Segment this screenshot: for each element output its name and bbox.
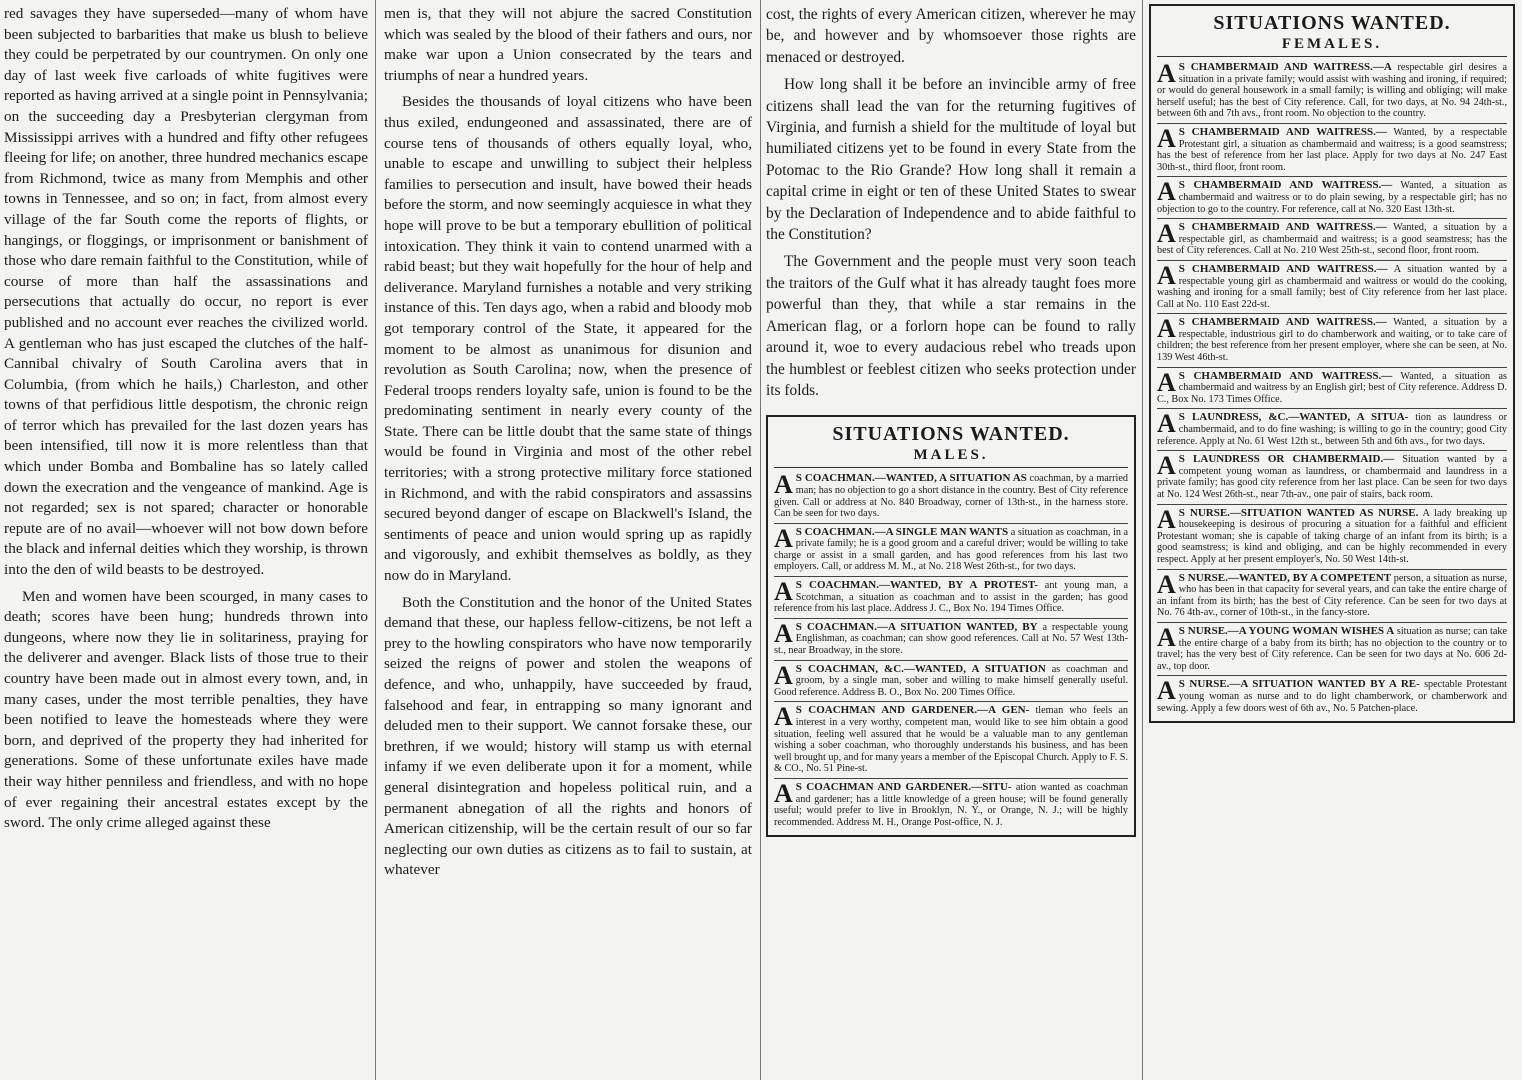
ad-dropcap: A <box>774 778 793 808</box>
paragraph: How long shall it be before an invincible army of free citizens shall lead the van for the returning fugitives of Virginia, and furnish a shield for the multitude of loyal but humiliated citizens yet to be found in every State from the Potomac to the Rio Grande? How long shall it remain a capital crime in eight or ten of these United States to swear by the Declaration of Independence and to abide faithful to the Constitution? <box>766 76 1136 244</box>
classified-ad <box>1157 367 1507 409</box>
classified-ad <box>1157 59 1507 123</box>
ad-dropcap: A <box>1157 314 1176 344</box>
paragraph: men is, that they will not abjure the sacred Constitution which was sealed by the blood of their fathers and ours, nor make war upon a Union consecrated by the tears and triumphs of near a hundred years. <box>384 5 752 84</box>
ad-body: situation as nurse; can take the entire charge of a baby from its birth; has no objection to the country or to travel; has the very best of City reference. Can be seen for two days at No. 606 2d-av., top door. <box>1157 625 1508 672</box>
ad-heading: S CHAMBERMAID AND WAITRESS.— <box>1178 179 1393 192</box>
ad-heading: S COACHMAN AND GARDENER.—A GEN- <box>795 704 1030 717</box>
classified-ad <box>774 701 1128 778</box>
ad-body: Wanted, a situation as chambermaid and waitress by an English girl; best of City reference. Address D. C., Box No. 173 Times Office. <box>1157 370 1507 405</box>
ad-dropcap: A <box>1157 123 1176 153</box>
ad-body: A lady breaking up housekeeping is desirous of procuring a situation for a faithful and efficient Protestant woman; she is capable of taking charge of an infant from its birth; is a good seamstress; is kind and obliging, and can be highly recommended in every respect. Apply at her present employer's, No. 50 West 14th-st. <box>1157 507 1508 565</box>
ad-heading: S CHAMBERMAID AND WAITRESS.— <box>1178 221 1387 234</box>
paragraph: Besides the thousands of loyal citizens who have been thus exiled, endungeoned and assassinated, there are of course tens of thousands of others equally loyal, who, unable to escape and unwilling to subject their helpless families to persecution and insult, have bowed their heads before the storm, and now seemingly acquiesce in what they hope will prove to be but a temporary ebullition of political intoxication. They think it vain to contend unarmed with a rabid beast; but they wait hopefully for the hour of help and deliverance. Maryland furnishes a notable and very striking instance of this. Ten days ago, when a rabid and bloody mob got temporary control of the State, it appeared for the moment to be almost as unanimous for disunion and revolution as South Carolina; now, when the presence of Federal troops renders loyalty safe, union is found to be the predominating sentiment in nearly every county of the State. There can be little doubt that the same state of things would be found in Virginia and most of the other rebel territories; with a strong protective military force stationed in Richmond, and with the rabid conspirators and assassins secured beyond danger of escape on Blackwell's Island, the sentiments of peace and union would spring up as rapidly and vigorously, and exhibit themselves as boldly, as they now do in Maryland. <box>384 93 752 585</box>
classified-ad <box>1157 675 1507 717</box>
ad-heading: S CHAMBERMAID AND WAITRESS.— <box>1178 125 1387 138</box>
ad-dropcap: A <box>774 702 793 732</box>
editorial-text <box>766 4 1136 401</box>
ad-heading: S NURSE.—WANTED, BY A COMPETENT <box>1178 571 1392 584</box>
ad-heading: S CHAMBERMAID AND WAITRESS.— <box>1178 316 1387 329</box>
classified-ad <box>774 523 1128 576</box>
ad-heading: S CHAMBERMAID AND WAITRESS.— <box>1178 262 1388 275</box>
classified-list <box>1157 59 1507 717</box>
ad-body: Wanted, by a respectable Protestant girl, a situation as chambermaid and waitress; is a good seamstress; has the best of reference from her last place. Apply for two days at No. 247 East 30th-st., third floor, front room. <box>1157 126 1507 173</box>
classified-ad <box>1157 313 1507 366</box>
ad-heading: S COACHMAN.—WANTED, A SITUATION AS <box>795 472 1027 485</box>
ad-heading: S CHAMBERMAID AND WAITRESS.—A <box>1178 61 1392 73</box>
ad-dropcap: A <box>1157 219 1176 249</box>
classified-list <box>774 470 1128 831</box>
ad-dropcap: A <box>1157 367 1176 397</box>
ad-dropcap: A <box>1157 59 1176 88</box>
column-rule <box>760 0 761 1080</box>
classified-ad <box>1157 408 1507 450</box>
ad-heading: S COACHMAN.—A SINGLE MAN WANTS <box>795 525 1009 538</box>
classified-ad <box>774 576 1128 618</box>
classified-ad <box>1157 504 1507 569</box>
classified-ad <box>1157 569 1507 622</box>
classified-subtitle: MALES. <box>774 446 1128 468</box>
ad-heading: S LAUNDRESS OR CHAMBERMAID.— <box>1178 453 1395 466</box>
classified-column-4 <box>1149 4 1515 723</box>
ad-heading: S COACHMAN, &C.—WANTED, A SITUATION <box>795 662 1046 675</box>
classified-ad <box>1157 176 1507 218</box>
ad-dropcap: A <box>1157 451 1176 481</box>
ad-heading: S COACHMAN AND GARDENER.—SITU- <box>795 780 1012 793</box>
ad-heading: S LAUNDRESS, &C.—WANTED, A SITUA- <box>1178 411 1409 424</box>
ad-dropcap: A <box>774 660 793 690</box>
ad-body: a respectable young Englishman, as coachman; can show good references. Call at No. 57 West 13th-st., near Broadway, in the store. <box>774 621 1128 657</box>
classified-ad <box>1157 622 1507 675</box>
ad-dropcap: A <box>774 618 793 648</box>
editorial-column-3 <box>766 4 1136 837</box>
ad-dropcap: A <box>1157 622 1176 652</box>
ad-body: person, a situation as nurse, who has been in that capacity for several years, and can take the entire charge of an infant from its birth; has the best of City reference. Can be seen for two days at No. 76 4th-av., corner of 10th-st., in the fancy-store. <box>1157 572 1507 619</box>
ad-body: Wanted, a situation as chambermaid and waitress or to do plain sewing, by a respectable girl; has no objection to go to the country. For reference, call at No. 320 East 13th-st. <box>1157 180 1507 215</box>
ad-dropcap: A <box>1157 177 1176 207</box>
ad-dropcap: A <box>1157 504 1176 534</box>
classified-box-females <box>1149 4 1515 723</box>
classified-ad <box>774 618 1128 660</box>
classified-ad <box>774 778 1128 831</box>
ad-body: coachman, by a married man; has no objection to go a short distance in the country. Best of City reference given. Call or address at No. 840 Broadway, corner of 13th-st., in the harness store. Can be seen for two days. <box>774 473 1128 520</box>
ad-heading: S CHAMBERMAID AND WAITRESS.— <box>1178 369 1393 382</box>
classified-ad <box>1157 123 1507 176</box>
ad-heading: S COACHMAN.—A SITUATION WANTED, BY <box>795 620 1038 633</box>
paragraph: red savages they have superseded—many of whom have been subjected to barbarities that make us blush to believe they could be perpetrated by our countrymen. On only one day of last week five carloads of white fugitives were reported as having arrived at a single point in Pennsylvania; on the succeeding day a Presbyterian clergyman from Mississippi arrives with a hundred and fifty other refugees fleeing for life; on another, three hundred mechanics escape from Richmond, twice as many from Memphis and other towns in Tennessee, and so on; in fact, from almost every village of the far South come the reports of flights, or hangings, or floggings, or imprisonment or banishment of those who dare remain faithful to the Constitution, while of course of more than half the assassinations and persecutions that actually do occur, no report is ever published and no account ever reaches the civilized world. A gentleman who has just escaped the clutches of the half-Cannibal chivalry of South Carolina avers that in Columbia, (from which he hails,) Charleston, and other towns of that perfidious little despotism, the chronic reign of terror which has prevailed for the last dozen years has been intensified, till now it is more relentless than that which under Bomba and Bombaline has so lately called down the execration and the vengeance of mankind. Age is not regarded; sex is not spared; character or honorable repute are of no avail—whoever will not bow down before the black and infernal deities which they worship, is thrown into the den of wild beasts to be destroyed. <box>4 5 368 579</box>
ad-body: respectable girl desires a situation in a private family; would assist with washing and ironing, if required; or would do general housework in a small family; is willing and obliging; will make herself useful; has the best of City reference. Call, for two days, at No. 94 24th-st., between 6th and 7th avs., front room. No objection to the country. <box>1157 62 1507 120</box>
editorial-column-1 <box>4 4 368 840</box>
ad-heading: S COACHMAN.—WANTED, BY A PROTEST- <box>795 579 1038 592</box>
editorial-text <box>384 4 752 881</box>
ad-body: Wanted, a situation by a respectable, industrious girl to do chamberwork and waiting, or to take care of children; the best reference from her present employer, where she can be seen, at No. 139 West 46th-st. <box>1157 317 1507 364</box>
ad-body: a situation as coachman, in a private family; he is a good groom and a careful driver; would be willing to take charge or assist in a small garden, and has good references from his last two employers. Call, or address M. M., at No. 218 West 26th-st., for two days. <box>774 526 1129 573</box>
ad-body: ation wanted as coachman and gardener; has a little knowledge of a green house; will be found generally useful; would prefer to live in Brooklyn, N. Y., or Orange, N. J.; will be highly recommended. Address M. H., Orange Post-office, N. J. <box>774 781 1128 828</box>
column-rule <box>1142 0 1143 1080</box>
ad-dropcap: A <box>1157 409 1176 439</box>
ad-body: tion as laundress or chambermaid, and to do fine washing; is willing to go in the country; good City reference. Apply at No. 61 West 12th st., between 5th and 6th avs., for two days. <box>1157 412 1507 447</box>
classified-ad <box>774 660 1128 702</box>
editorial-text <box>4 4 368 834</box>
classified-ad <box>1157 218 1507 260</box>
classified-ad <box>1157 260 1507 313</box>
paragraph: Both the Constitution and the honor of the United States demand that these, our hapless fellow-citizens, be not left a prey to the howling conspirators who have now temporarily seized the reigns of power and stolen the weapons of defence, and who, unhappily, have succeeded by fraud, falsehood and fear, in entrapping so many ignorant and deluded men to their support. We cannot forsake these, our brethren, if we would; history will stamp us with eternal infamy if we even deliberate upon it for a moment, while general disintegration and hopeless political ruin, and a permanent abnegation of all the rights and honors of American citizenship, will be the certain result of our so far neglecting our own duties as citizens as to fail to sustain, at whatever <box>384 593 752 879</box>
classified-subtitle: FEMALES. <box>1157 35 1507 57</box>
ad-body: tleman who feels an interest in a very worthy, competent man, would like to see him obtain a good situation, feeling well assured that he would be a valuable man to any gentleman wishing a sober coachman, who thoroughly understands his business, and has been well brought up, and for many years a member of the Episcopal Church. Apply to F. S. & CO., No. 51 Pine-st. <box>774 705 1128 775</box>
ad-heading: S NURSE.—A SITUATION WANTED BY A RE- <box>1178 678 1420 691</box>
editorial-column-2 <box>384 4 752 887</box>
classified-title: SITUATIONS WANTED. <box>832 423 1070 446</box>
classified-ad <box>1157 450 1507 503</box>
ad-dropcap: A <box>774 577 793 607</box>
ad-dropcap: A <box>774 523 793 553</box>
ad-body: A situation wanted by a respectable young girl as chambermaid and waitress or would do the cooking, washing and ironing for a small family; best of City reference from her last place. Call at No. 110 East 22d-st. <box>1157 263 1508 310</box>
classified-title: SITUATIONS WANTED. <box>1213 12 1451 34</box>
ad-heading: S NURSE.—A YOUNG WOMAN WISHES A <box>1178 624 1395 637</box>
ad-dropcap: A <box>1157 676 1176 706</box>
ad-body: ant young man, a Scotchman, a situation as coachman and to assist in the garden; has good reference from his last place. Address J. C., Box No. 194 Times Office. <box>774 580 1128 615</box>
paragraph: cost, the rights of every American citizen, wherever he may be, and however and by whomsoever those rights are menaced or destroyed. <box>766 6 1136 66</box>
column-rule <box>375 0 376 1080</box>
ad-dropcap: A <box>774 470 793 500</box>
ad-body: Wanted, a situation by a respectable girl, as chambermaid and waitress; is a good seamstress; has the best of City references. Call at No. 210 West 25th-st., second floor, front room. <box>1157 222 1507 257</box>
ad-body: spectable Protestant young woman as nurse and to do light chamberwork, or chamberwork and sewing. Apply a few doors west of 6th av., No. 5 Patchen-place. <box>1157 679 1507 714</box>
ad-dropcap: A <box>1157 260 1176 290</box>
ad-body: Situation wanted by a competent young woman as laundress, or chambermaid and laundress in a private family; has good city reference from her last place. Can be seen for two days at No. 124 West 26th-st., near 7th-av., one pair of stairs, back room. <box>1157 454 1508 500</box>
classified-ad <box>774 470 1128 522</box>
ad-body: as coachman and groom, by a single man, sober and willing to make himself generally useful. Good reference. Address B. O., Box No. 200 Times Office. <box>774 663 1128 698</box>
ad-heading: S NURSE.—SITUATION WANTED AS NURSE. <box>1178 506 1419 519</box>
ad-dropcap: A <box>1157 569 1176 599</box>
classified-box-males <box>766 415 1136 837</box>
paragraph: Men and women have been scourged, in many cases to death; scores have been hung; hundreds thrown into dungeons, where now they lie in solitariness, praying for the deliverer and avenger. Black lists of those true to their country have been made out in almost every town, and, in many cases, under the most terrible penalties, they have been notified to leave the homesteads where they were born, and deprived of the property they had inherited for generations. Some of these unfortunate exiles have made their way hither penniless and friendless, and with no hope of ever regaining their ancestral estates except by the sword. The only crime alleged against these <box>4 587 368 832</box>
paragraph: The Government and the people must very soon teach the traitors of the Gulf what it has already taught foes more powerful than they, that while a star remains in the American flag, or a forlorn hope can be found to rally around it, woe to every audacious rebel who treads upon the humblest or feeblest citizen who seeks protection under its folds. <box>766 253 1136 399</box>
